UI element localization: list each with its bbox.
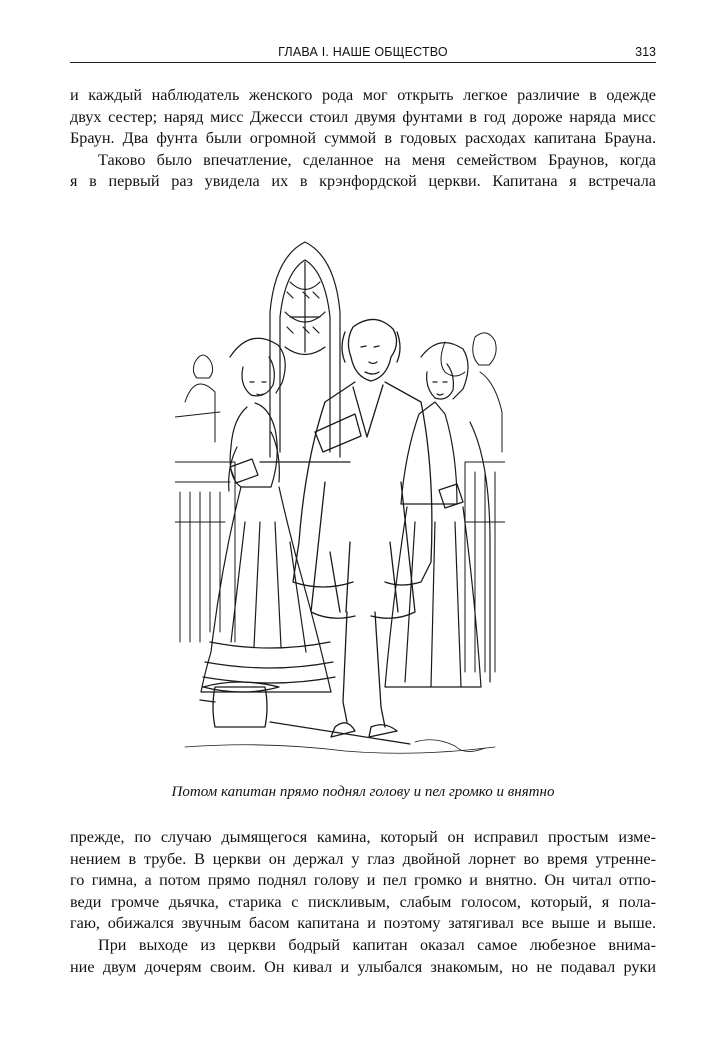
- text-line: и каждый наблюдатель женского рода мог открыть легкое различие в одежде: [70, 86, 656, 104]
- church-window: [260, 242, 350, 462]
- right-lady: [385, 343, 490, 687]
- text-line: го гимна, а потом прямо поднял голову и пел громко и внятно. Он читал отпо-: [70, 871, 656, 890]
- pews: [175, 462, 505, 672]
- church-illustration: [175, 222, 505, 767]
- text-line: Таково было впечатление, сделанное на меня семейством Браунов, когда: [98, 150, 656, 169]
- floor-lines: [185, 740, 495, 754]
- paragraph: [70, 935, 656, 978]
- text-line: прежде, по случаю дымящегося камина, который он исправил простым изме-: [70, 828, 656, 846]
- paragraph: [70, 150, 656, 193]
- chapter-title: ГЛАВА I. НАШЕ ОБЩЕСТВО: [278, 45, 448, 59]
- text-line: веди громче дьячка, старика с пискливым, слабым голосом, который, я пола-: [70, 892, 656, 911]
- bottom-text-block: [70, 827, 656, 978]
- text-line: я в первый раз увидела их в крэнфордской церкви. Капитана я встречала: [70, 172, 656, 191]
- paragraph: [70, 85, 656, 150]
- page-number: 313: [635, 45, 656, 59]
- captain: [293, 319, 432, 737]
- left-lady: [201, 338, 335, 692]
- paragraph: [70, 827, 656, 935]
- running-head: [70, 44, 656, 63]
- top-text-block: [70, 85, 656, 193]
- text-line: двух сестер; наряд мисс Джесси стоил двумя фунтами в год дороже наряда мисс: [70, 107, 656, 126]
- text-line: Браун. Два фунта были огромной суммой в годовых расходах капитана Брауна.: [70, 129, 656, 148]
- text-line: гаю, обижался звучным басом капитана и поэтому затягивал все выше и выше.: [70, 914, 656, 933]
- text-line: ние двум дочерям своим. Он кивал и улыбался знакомым, но не подавал руки: [70, 957, 656, 976]
- illustration-caption: Потом капитан прямо поднял голову и пел громко и внятно: [171, 784, 555, 800]
- text-line: При выходе из церкви бодрый капитан оказал самое любезное внима-: [98, 935, 656, 954]
- text-line: нением в трубе. В церкви он держал у глаз двойной лорнет во время утренне-: [70, 849, 656, 868]
